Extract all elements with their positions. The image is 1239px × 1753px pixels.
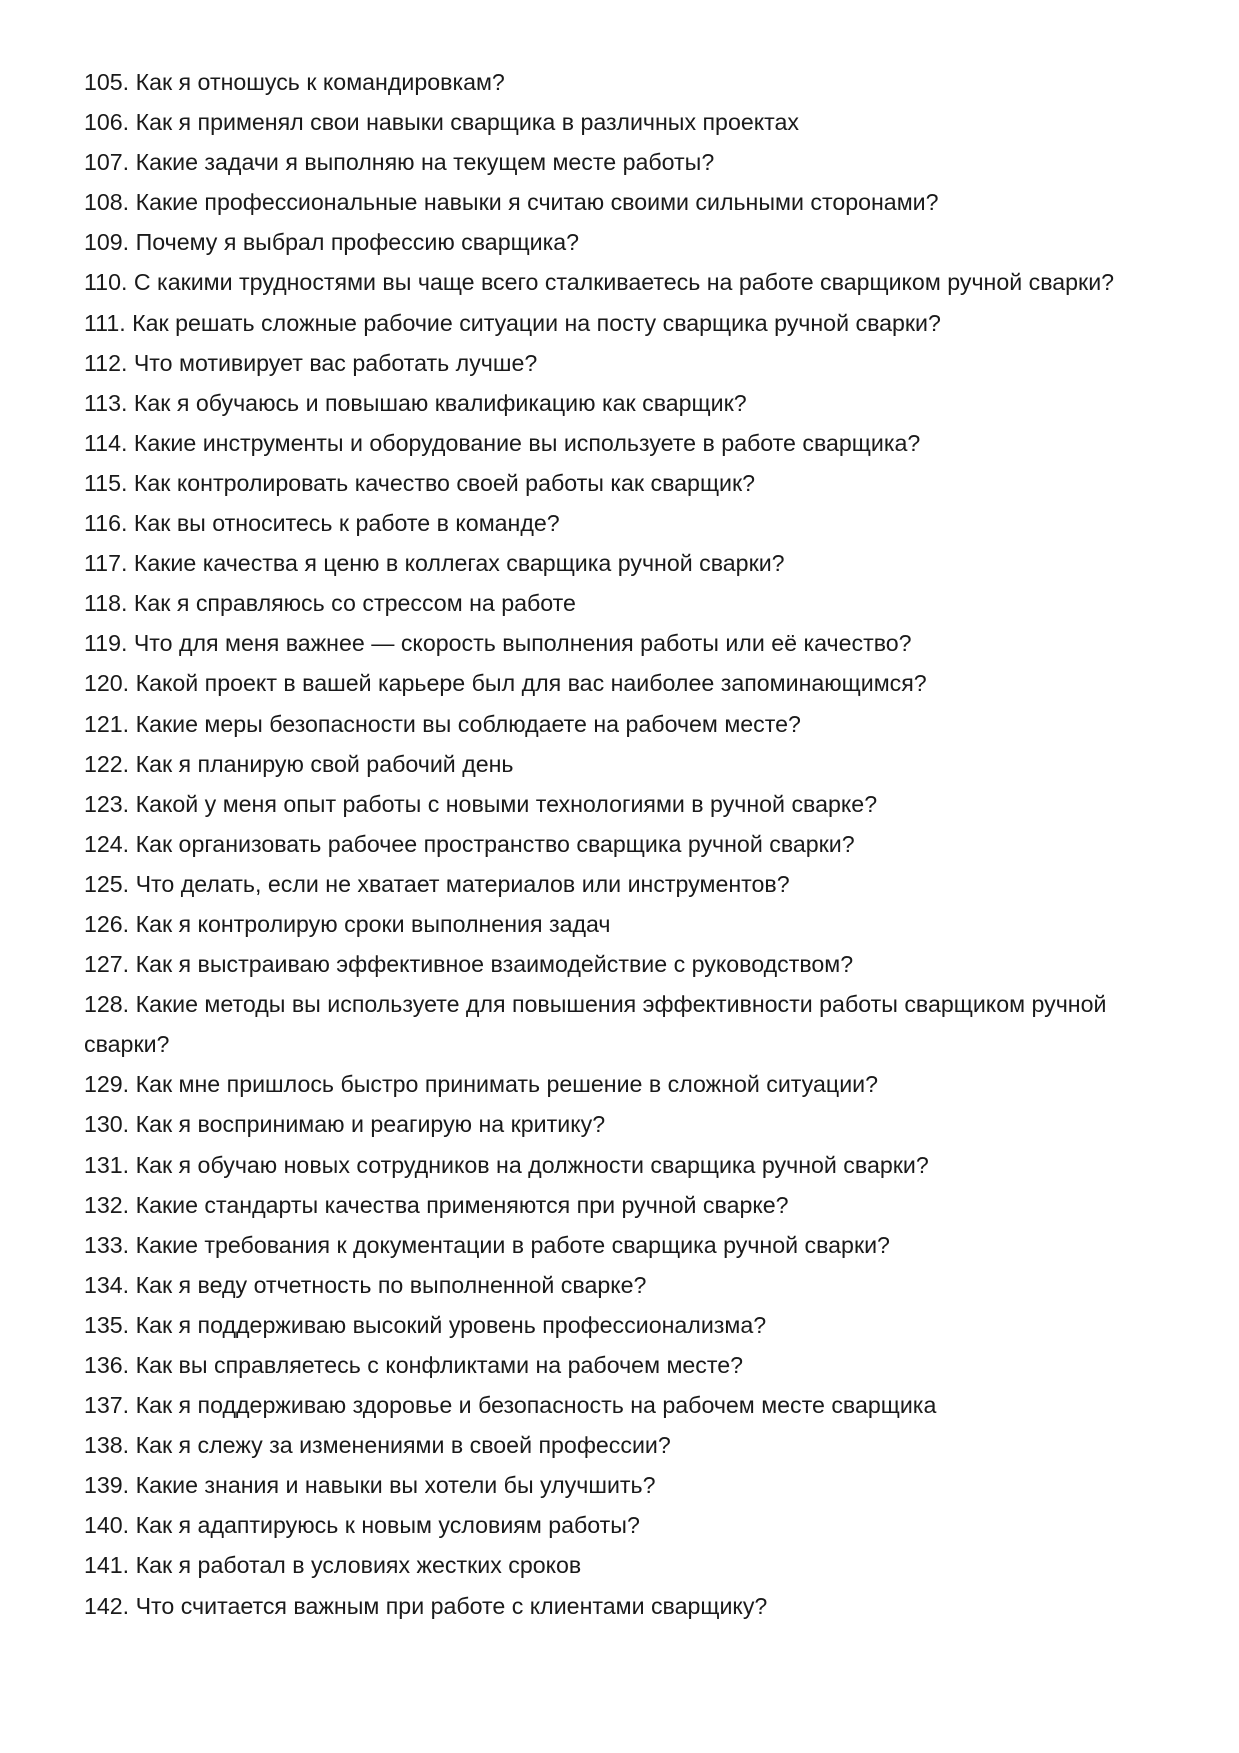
question-136: 136. Как вы справляетесь с конфликтами на рабочем месте? (84, 1352, 744, 1378)
question-131: 131. Как я обучаю новых сотрудников на должности сварщика ручной сварки? (84, 1151, 929, 1178)
question-111: 111. Как решать сложные рабочие ситуации на посту сварщика ручной сварки? (84, 309, 941, 336)
question-126: 126. Как я контролирую сроки выполнения задач (84, 910, 611, 937)
question-105: 105. Как я отношусь к командировкам? (84, 69, 505, 95)
question-116: 116. Как вы относитесь к работе в команде? (84, 510, 560, 537)
question-129: 129. Как мне пришлось быстро принимать решение в сложной ситуации? (84, 1071, 878, 1098)
question-110: 110. С какими трудностями вы чаще всего сталкиваетесь на работе сварщиком ручной сварки? (84, 269, 1115, 296)
question-109: 109. Почему я выбрал профессию сварщика? (84, 229, 580, 256)
document-page (84, 62, 1174, 1626)
question-128: 128. Какие методы вы используете для повышения эффективности работы сварщиком ручной сварки? (84, 991, 1107, 1058)
question-120: 120. Какой проект в вашей карьере был для вас наиболее запоминающимся? (84, 670, 927, 697)
question-107: 107. Какие задачи я выполняю на текущем месте работы? (84, 149, 715, 176)
question-139: 139. Какие знания и навыки вы хотели бы улучшить? (84, 1472, 656, 1499)
question-114: 114. Какие инструменты и оборудование вы используете в работе сварщика? (84, 429, 921, 456)
question-117: 117. Какие качества я ценю в коллегах сварщика ручной сварки? (84, 550, 785, 577)
question-list (84, 62, 1174, 1626)
question-112: 112. Что мотивирует вас работать лучше? (84, 349, 538, 376)
question-135: 135. Как я поддерживаю высокий уровень профессионализма? (84, 1311, 767, 1338)
question-141: 141. Как я работал в условиях жестких сроков (84, 1552, 582, 1579)
question-127: 127. Как я выстраиваю эффективное взаимодействие с руководством? (84, 951, 854, 978)
question-121: 121. Какие меры безопасности вы соблюдаете на рабочем месте? (84, 710, 801, 737)
question-118: 118. Как я справляюсь со стрессом на работе (84, 590, 576, 617)
question-134: 134. Как я веду отчетность по выполненной сварке? (84, 1271, 647, 1298)
question-138: 138. Как я слежу за изменениями в своей профессии? (84, 1432, 671, 1459)
question-124: 124. Как организовать рабочее пространство сварщика ручной сварки? (84, 830, 855, 857)
question-122: 122. Как я планирую свой рабочий день (84, 750, 514, 777)
question-108: 108. Какие профессиональные навыки я считаю своими сильными сторонами? (84, 189, 939, 216)
question-140: 140. Как я адаптируюсь к новым условиям работы? (84, 1512, 640, 1539)
question-123: 123. Какой у меня опыт работы с новыми технологиями в ручной сварке? (84, 790, 878, 817)
question-106: 106. Как я применял свои навыки сварщика в различных проектах (84, 109, 799, 136)
question-113: 113. Как я обучаюсь и повышаю квалификацию как сварщик? (84, 389, 747, 416)
question-132: 132. Какие стандарты качества применяются при ручной сварке? (84, 1191, 789, 1218)
question-130: 130. Как я воспринимаю и реагирую на критику? (84, 1111, 606, 1138)
question-133: 133. Какие требования к документации в работе сварщика ручной сварки? (84, 1231, 890, 1258)
question-137: 137. Как я поддерживаю здоровье и безопасность на рабочем месте сварщика (84, 1392, 937, 1419)
question-119: 119. Что для меня важнее — скорость выполнения работы или её качество? (84, 630, 912, 657)
question-125: 125. Что делать, если не хватает материалов или инструментов? (84, 870, 790, 897)
question-115: 115. Как контролировать качество своей работы как сварщик? (84, 469, 756, 496)
question-142: 142. Что считается важным при работе с клиентами сварщику? (84, 1592, 768, 1619)
